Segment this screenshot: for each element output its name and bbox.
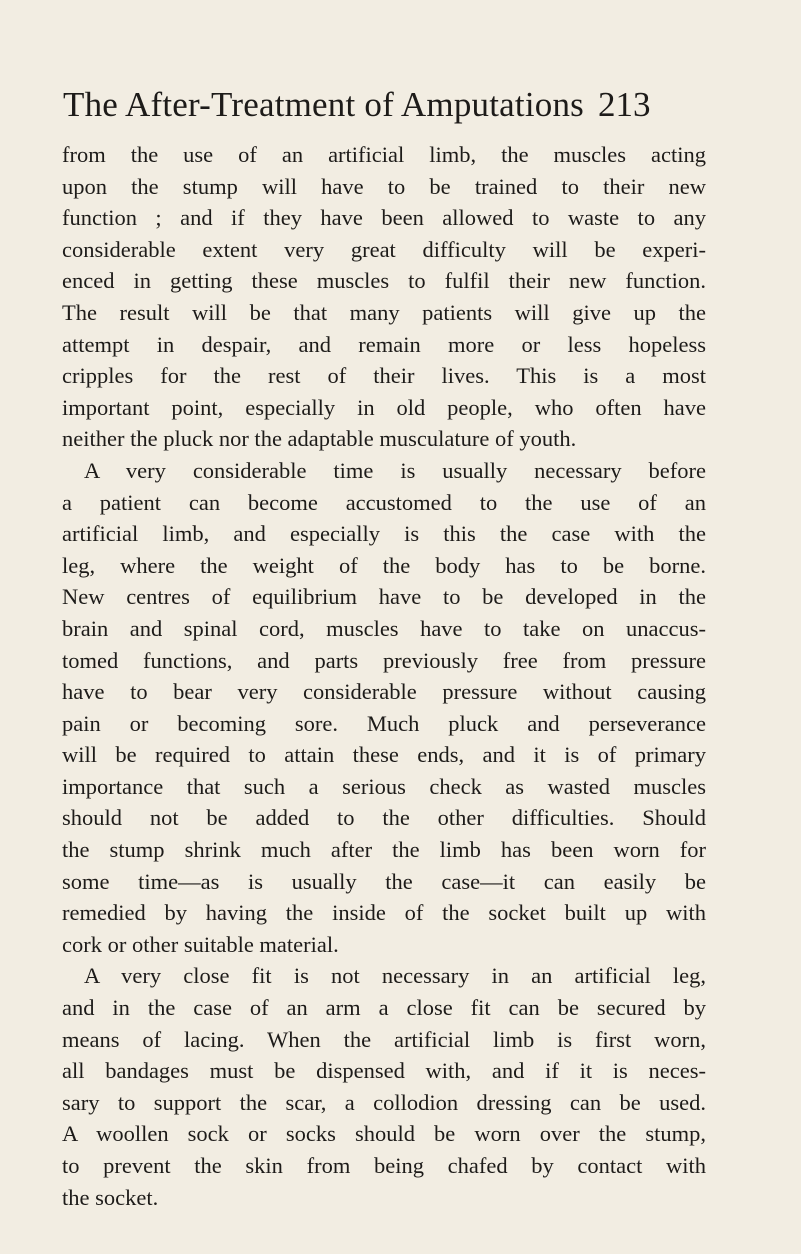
paragraph-start-line: A very close fit is not necessary in an artificial leg,: [84, 963, 706, 989]
text-line: enced in getting these muscles to fulfil their new function.: [62, 268, 706, 294]
text-line: cripples for the rest of their lives. This is a most: [62, 363, 706, 389]
text-line: function ; and if they have been allowed to waste to any: [62, 205, 706, 231]
page-title: The After-Treatment of Amputations: [63, 85, 584, 124]
text-line: and in the case of an arm a close fit can be secured by: [62, 995, 706, 1021]
text-line: cork or other suitable material.: [62, 931, 339, 957]
text-line: brain and spinal cord, muscles have to take on unaccus-: [62, 615, 706, 641]
text-line: important point, especially in old people, who often have: [62, 394, 706, 420]
text-line: some time—as is usually the case—it can easily be: [62, 868, 706, 894]
text-line: from the use of an artificial limb, the muscles acting: [62, 142, 706, 167]
text-line: considerable extent very great difficulty will be experi-: [62, 236, 706, 262]
body-text: [62, 139, 706, 1213]
text-line: tomed functions, and parts previously free from pressure: [62, 647, 706, 673]
text-line: the socket.: [62, 1184, 159, 1210]
text-line: have to bear very considerable pressure without causing: [62, 679, 706, 705]
text-line: will be required to attain these ends, and it is of primary: [62, 742, 706, 768]
text-line: should not be added to the other difficulties. Should: [62, 805, 706, 831]
paragraph-start-line: A very considerable time is usually necessary before: [84, 457, 706, 483]
text-line: the stump shrink much after the limb has been worn for: [62, 837, 706, 863]
text-line: a patient can become accustomed to the use of an: [62, 489, 706, 515]
page-number: 213: [597, 85, 651, 124]
text-line: means of lacing. When the artificial limb is first worn,: [62, 1026, 706, 1052]
text-line: to prevent the skin from being chafed by contact with: [62, 1153, 706, 1178]
text-line: A woollen sock or socks should be worn over the stump,: [62, 1121, 706, 1147]
text-line: importance that such a serious check as wasted muscles: [62, 773, 706, 799]
text-line: The result will be that many patients will give up the: [62, 299, 706, 325]
text-line: remedied by having the inside of the socket built up with: [62, 900, 706, 926]
text-line: leg, where the weight of the body has to be borne.: [62, 552, 706, 578]
text-line: pain or becoming sore. Much pluck and perseverance: [62, 710, 706, 736]
text-line: upon the stump will have to be trained to their new: [62, 173, 706, 199]
text-line: all bandages must be dispensed with, and if it is neces-: [62, 1058, 706, 1084]
text-line: sary to support the scar, a collodion dressing can be used.: [62, 1089, 706, 1115]
text-line: neither the pluck nor the adaptable musculature of youth.: [62, 426, 577, 452]
running-head: [63, 83, 743, 127]
text-line: New centres of equilibrium have to be developed in the: [62, 584, 706, 610]
text-line: artificial limb, and especially is this the case with the: [62, 521, 706, 547]
text-line: attempt in despair, and remain more or less hopeless: [62, 331, 706, 357]
